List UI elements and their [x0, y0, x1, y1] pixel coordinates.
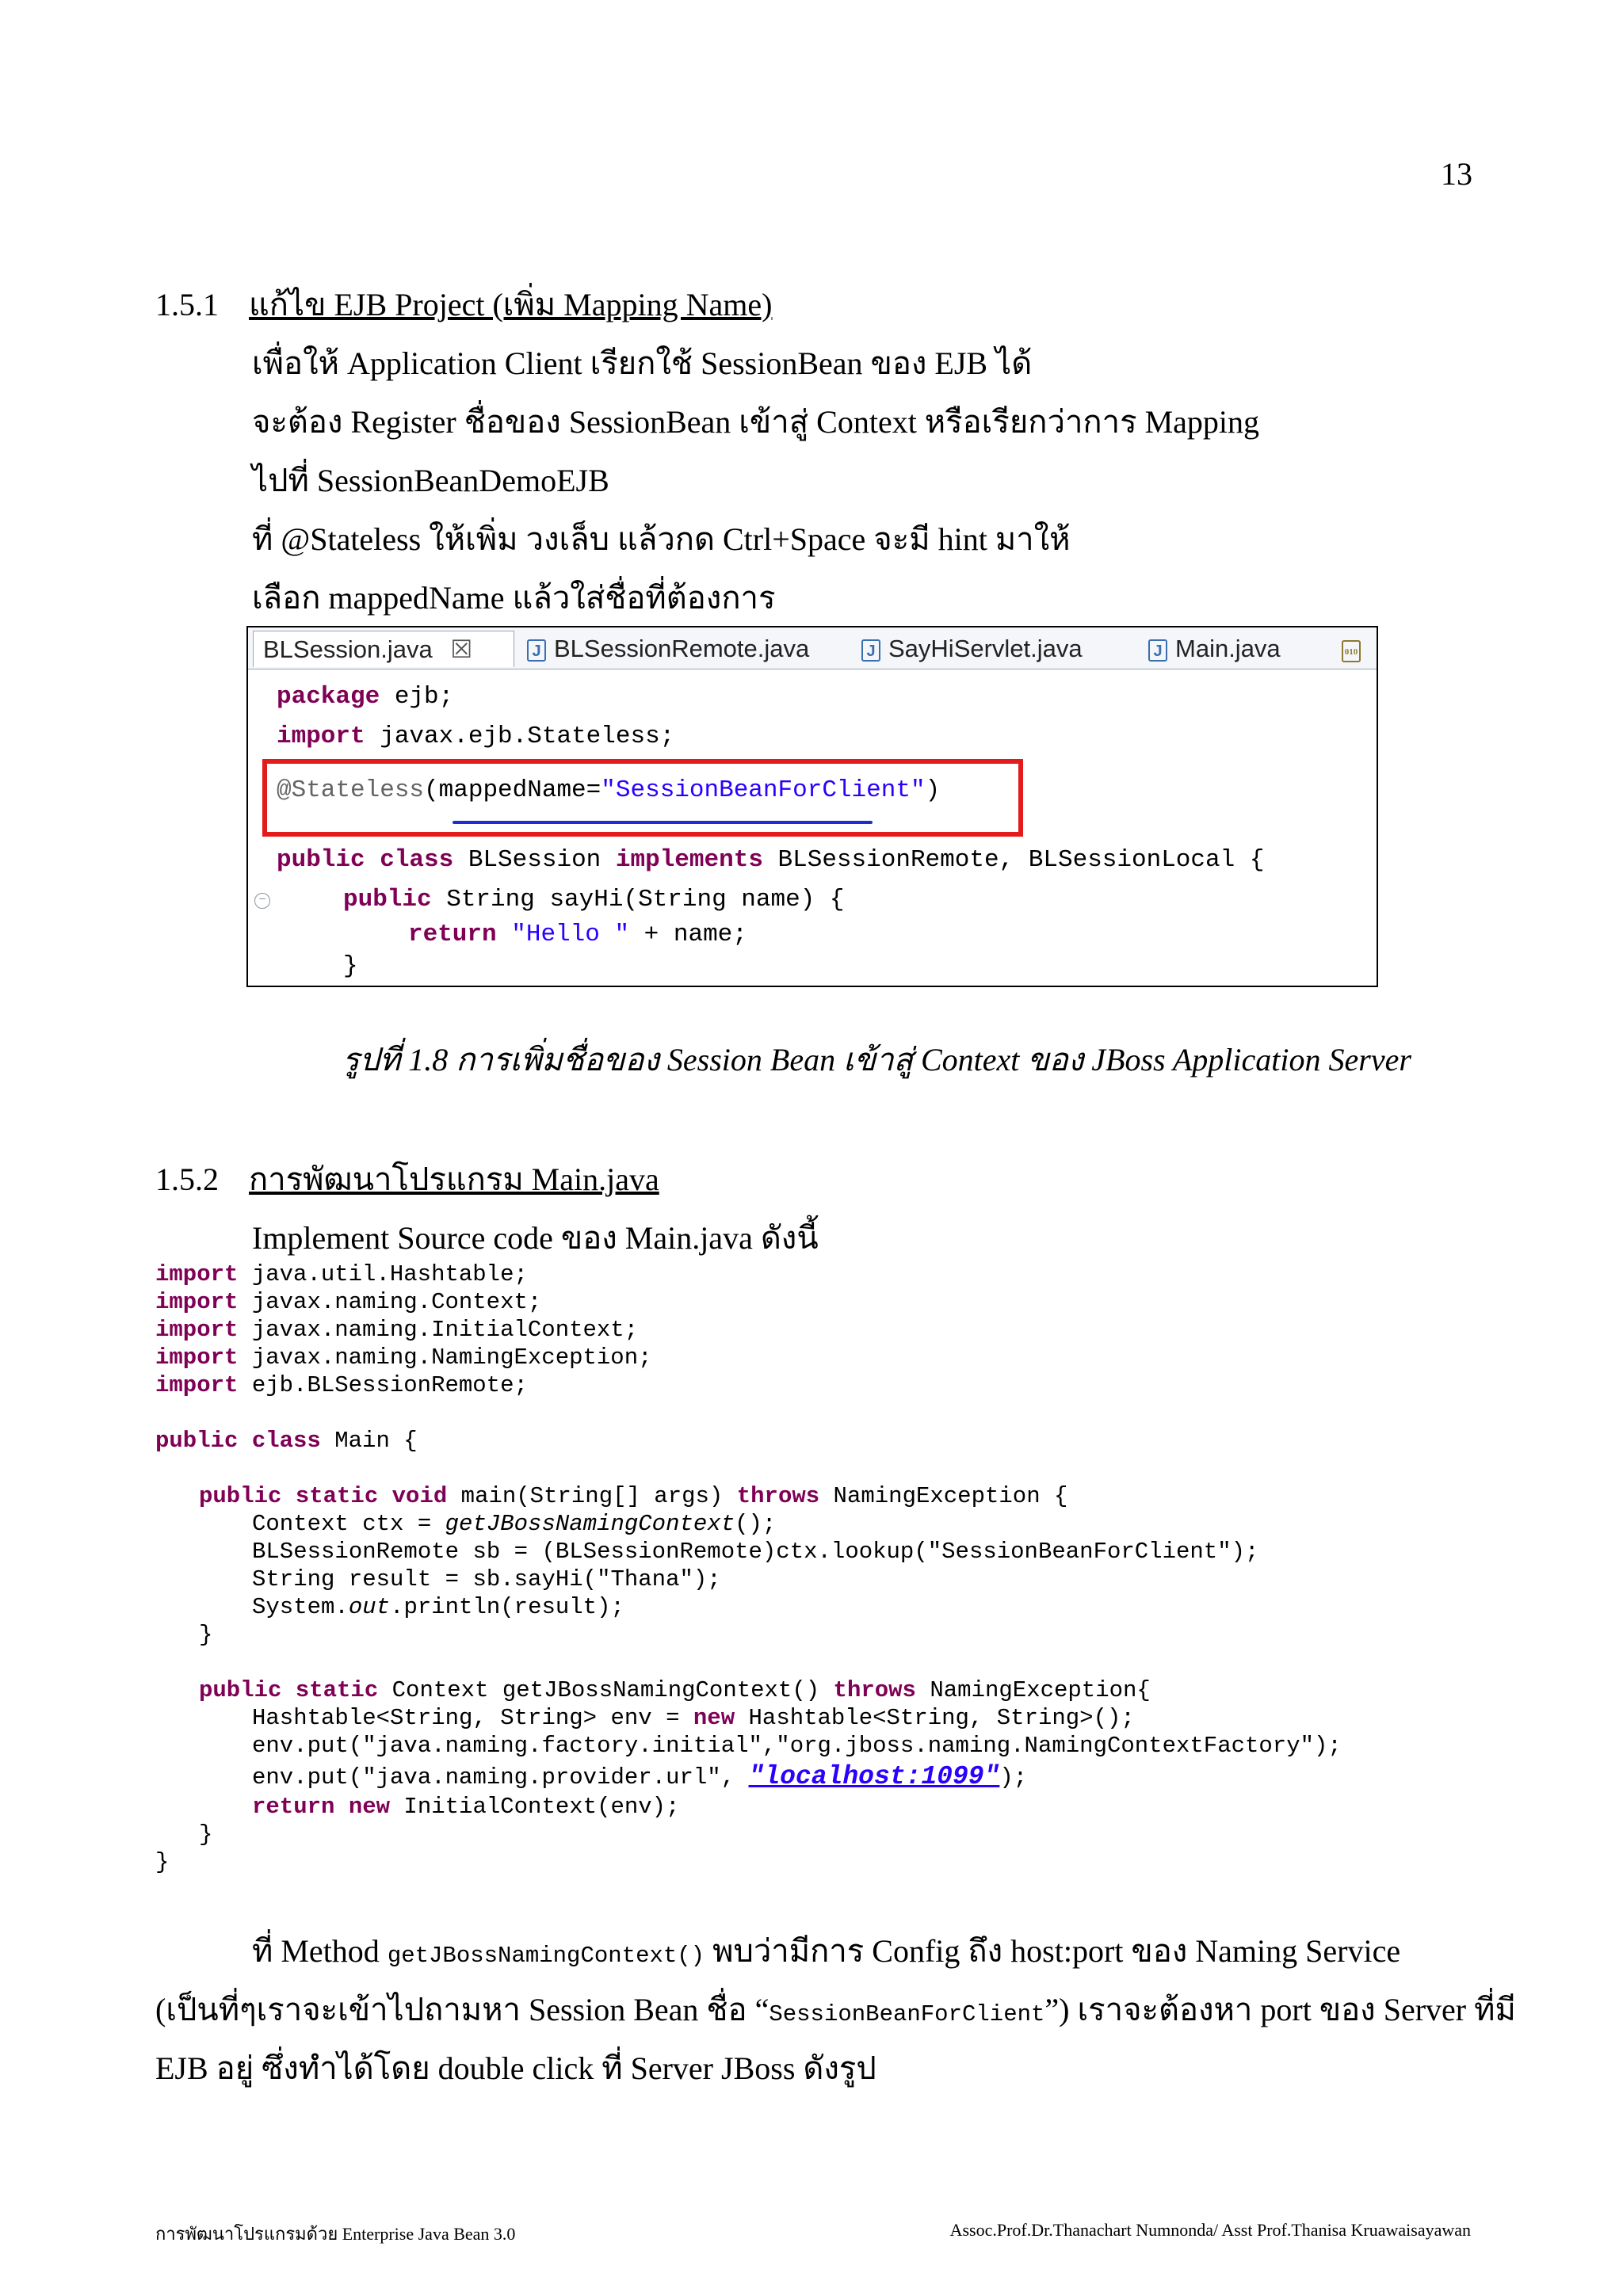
- code-line: System.out.println(result);: [252, 1594, 624, 1620]
- code-line: public static void main(String[] args) throws NamingException {: [199, 1483, 1068, 1509]
- code-line-import: import javax.ejb.Stateless;: [277, 723, 675, 750]
- code-line: env.put("java.naming.factory.initial","org.jboss.naming.NamingContextFactory");: [252, 1733, 1342, 1759]
- code-line: import javax.naming.InitialContext;: [155, 1317, 639, 1343]
- code-line: env.put("java.naming.provider.url", "localhost:1099");: [252, 1762, 1028, 1791]
- tab-sayhiservlet[interactable]: [850, 631, 1139, 667]
- tab-main[interactable]: [1137, 631, 1338, 667]
- code-line: String result = sb.sayHi("Thana");: [252, 1566, 721, 1592]
- annotation-underline: [453, 821, 873, 824]
- tab-blsession[interactable]: [253, 631, 514, 667]
- closing-line-1: ที่ Method getJBossNamingContext() พบว่ามีการ Config ถึง host:port ของ Naming Service: [252, 1933, 1401, 1969]
- code-line: }: [199, 1622, 213, 1648]
- section-heading-1-5-1: [155, 279, 772, 330]
- code-line-package: package ejb;: [277, 683, 454, 711]
- section-title: แก้ไข EJB Project (เพิ่ม Mapping Name): [249, 287, 773, 322]
- section-title: การพัฒนาโปรแกรม Main.java: [249, 1161, 659, 1197]
- tab-overflow[interactable]: [1342, 631, 1373, 667]
- code-line-method: public String sayHi(String name) {: [343, 886, 845, 913]
- paragraph-line: ไปที่ SessionBeanDemoEJB: [252, 463, 609, 498]
- code-line: import ejb.BLSessionRemote;: [155, 1372, 528, 1398]
- class-file-icon: 010: [1342, 640, 1361, 662]
- code-line: public class Main {: [155, 1428, 418, 1454]
- paragraph-line: ที่ @Stateless ให้เพิ่ม วงเล็บ แล้วกด Ctrl+Space จะมี hint มาให้: [252, 521, 1071, 557]
- figure-caption: รูปที่ 1.8 การเพิ่มชื่อของ Session Bean เข้าสู่ Context ของ JBoss Application Server: [342, 1042, 1411, 1077]
- page-number: 13: [1441, 156, 1472, 192]
- section-number: 1.5.1: [155, 287, 219, 322]
- closing-line-2: (เป็นที่ๆเราจะเข้าไปถามหา Session Bean ชื่อ “SessionBeanForClient”) เราจะต้องหา port ของ Server ที่มี: [155, 1992, 1516, 2027]
- code-line-return: return "Hello " + name;: [408, 921, 747, 948]
- code-line: }: [155, 1849, 170, 1875]
- fold-toggle-icon[interactable]: −: [254, 893, 270, 909]
- code-line: }: [199, 1821, 213, 1848]
- tab-label: BLSessionRemote.java: [554, 635, 810, 662]
- code-line: Hashtable<String, String> env = new Hashtable<String, String>();: [252, 1705, 1135, 1731]
- close-icon[interactable]: ☒: [450, 635, 473, 663]
- code-line-class: public class BLSession implements BLSessionRemote, BLSessionLocal {: [277, 846, 1265, 874]
- closing-line-3: EJB อยู่ ซึ่งทำได้โดย double click ที่ Server JBoss ดังรูป: [155, 2050, 876, 2086]
- paragraph-line: เลือก mappedName แล้วใส่ชื่อที่ต้องการ: [252, 580, 776, 616]
- code-line-close: }: [343, 952, 358, 980]
- code-line: public static Context getJBossNamingContext() throws NamingException{: [199, 1677, 1151, 1703]
- footer-left: การพัฒนาโปรแกรมด้วย Enterprise Java Bean 3.0: [155, 2224, 516, 2244]
- code-line: return new InitialContext(env);: [252, 1794, 680, 1820]
- code-line: import javax.naming.Context;: [155, 1289, 542, 1315]
- paragraph-line: จะต้อง Register ชื่อของ SessionBean เข้าสู่ Context หรือเรียกว่าการ Mapping: [252, 404, 1260, 440]
- java-file-icon: J: [1148, 639, 1167, 662]
- code-line: import javax.naming.NamingException;: [155, 1344, 652, 1371]
- code-line-annotation: @Stateless(mappedName="SessionBeanForClient"): [277, 776, 941, 804]
- editor-tab-bar: [248, 627, 1377, 669]
- java-file-icon: J: [527, 639, 546, 662]
- section-intro: Implement Source code ของ Main.java ดังนี้: [252, 1220, 819, 1256]
- section-heading-1-5-2: [155, 1154, 659, 1204]
- code-line: BLSessionRemote sb = (BLSessionRemote)ctx.lookup("SessionBeanForClient");: [252, 1539, 1259, 1565]
- highlight-box: [262, 759, 1023, 837]
- section-number: 1.5.2: [155, 1161, 219, 1197]
- tab-label: SayHiServlet.java: [888, 635, 1083, 662]
- tab-label: BLSession.java: [263, 635, 433, 663]
- java-file-icon: J: [861, 639, 880, 662]
- paragraph-line: เพื่อให้ Application Client เรียกใช้ SessionBean ของ EJB ได้: [252, 345, 1033, 381]
- tab-label: Main.java: [1175, 635, 1281, 662]
- tab-blsessionremote[interactable]: [517, 631, 852, 667]
- ide-editor-screenshot: [246, 626, 1378, 987]
- code-line: import java.util.Hashtable;: [155, 1261, 528, 1287]
- footer-right: Assoc.Prof.Dr.Thanachart Numnonda/ Asst Prof.Thanisa Kruawaisayawan: [949, 2220, 1471, 2240]
- code-line: Context ctx = getJBossNamingContext();: [252, 1511, 777, 1537]
